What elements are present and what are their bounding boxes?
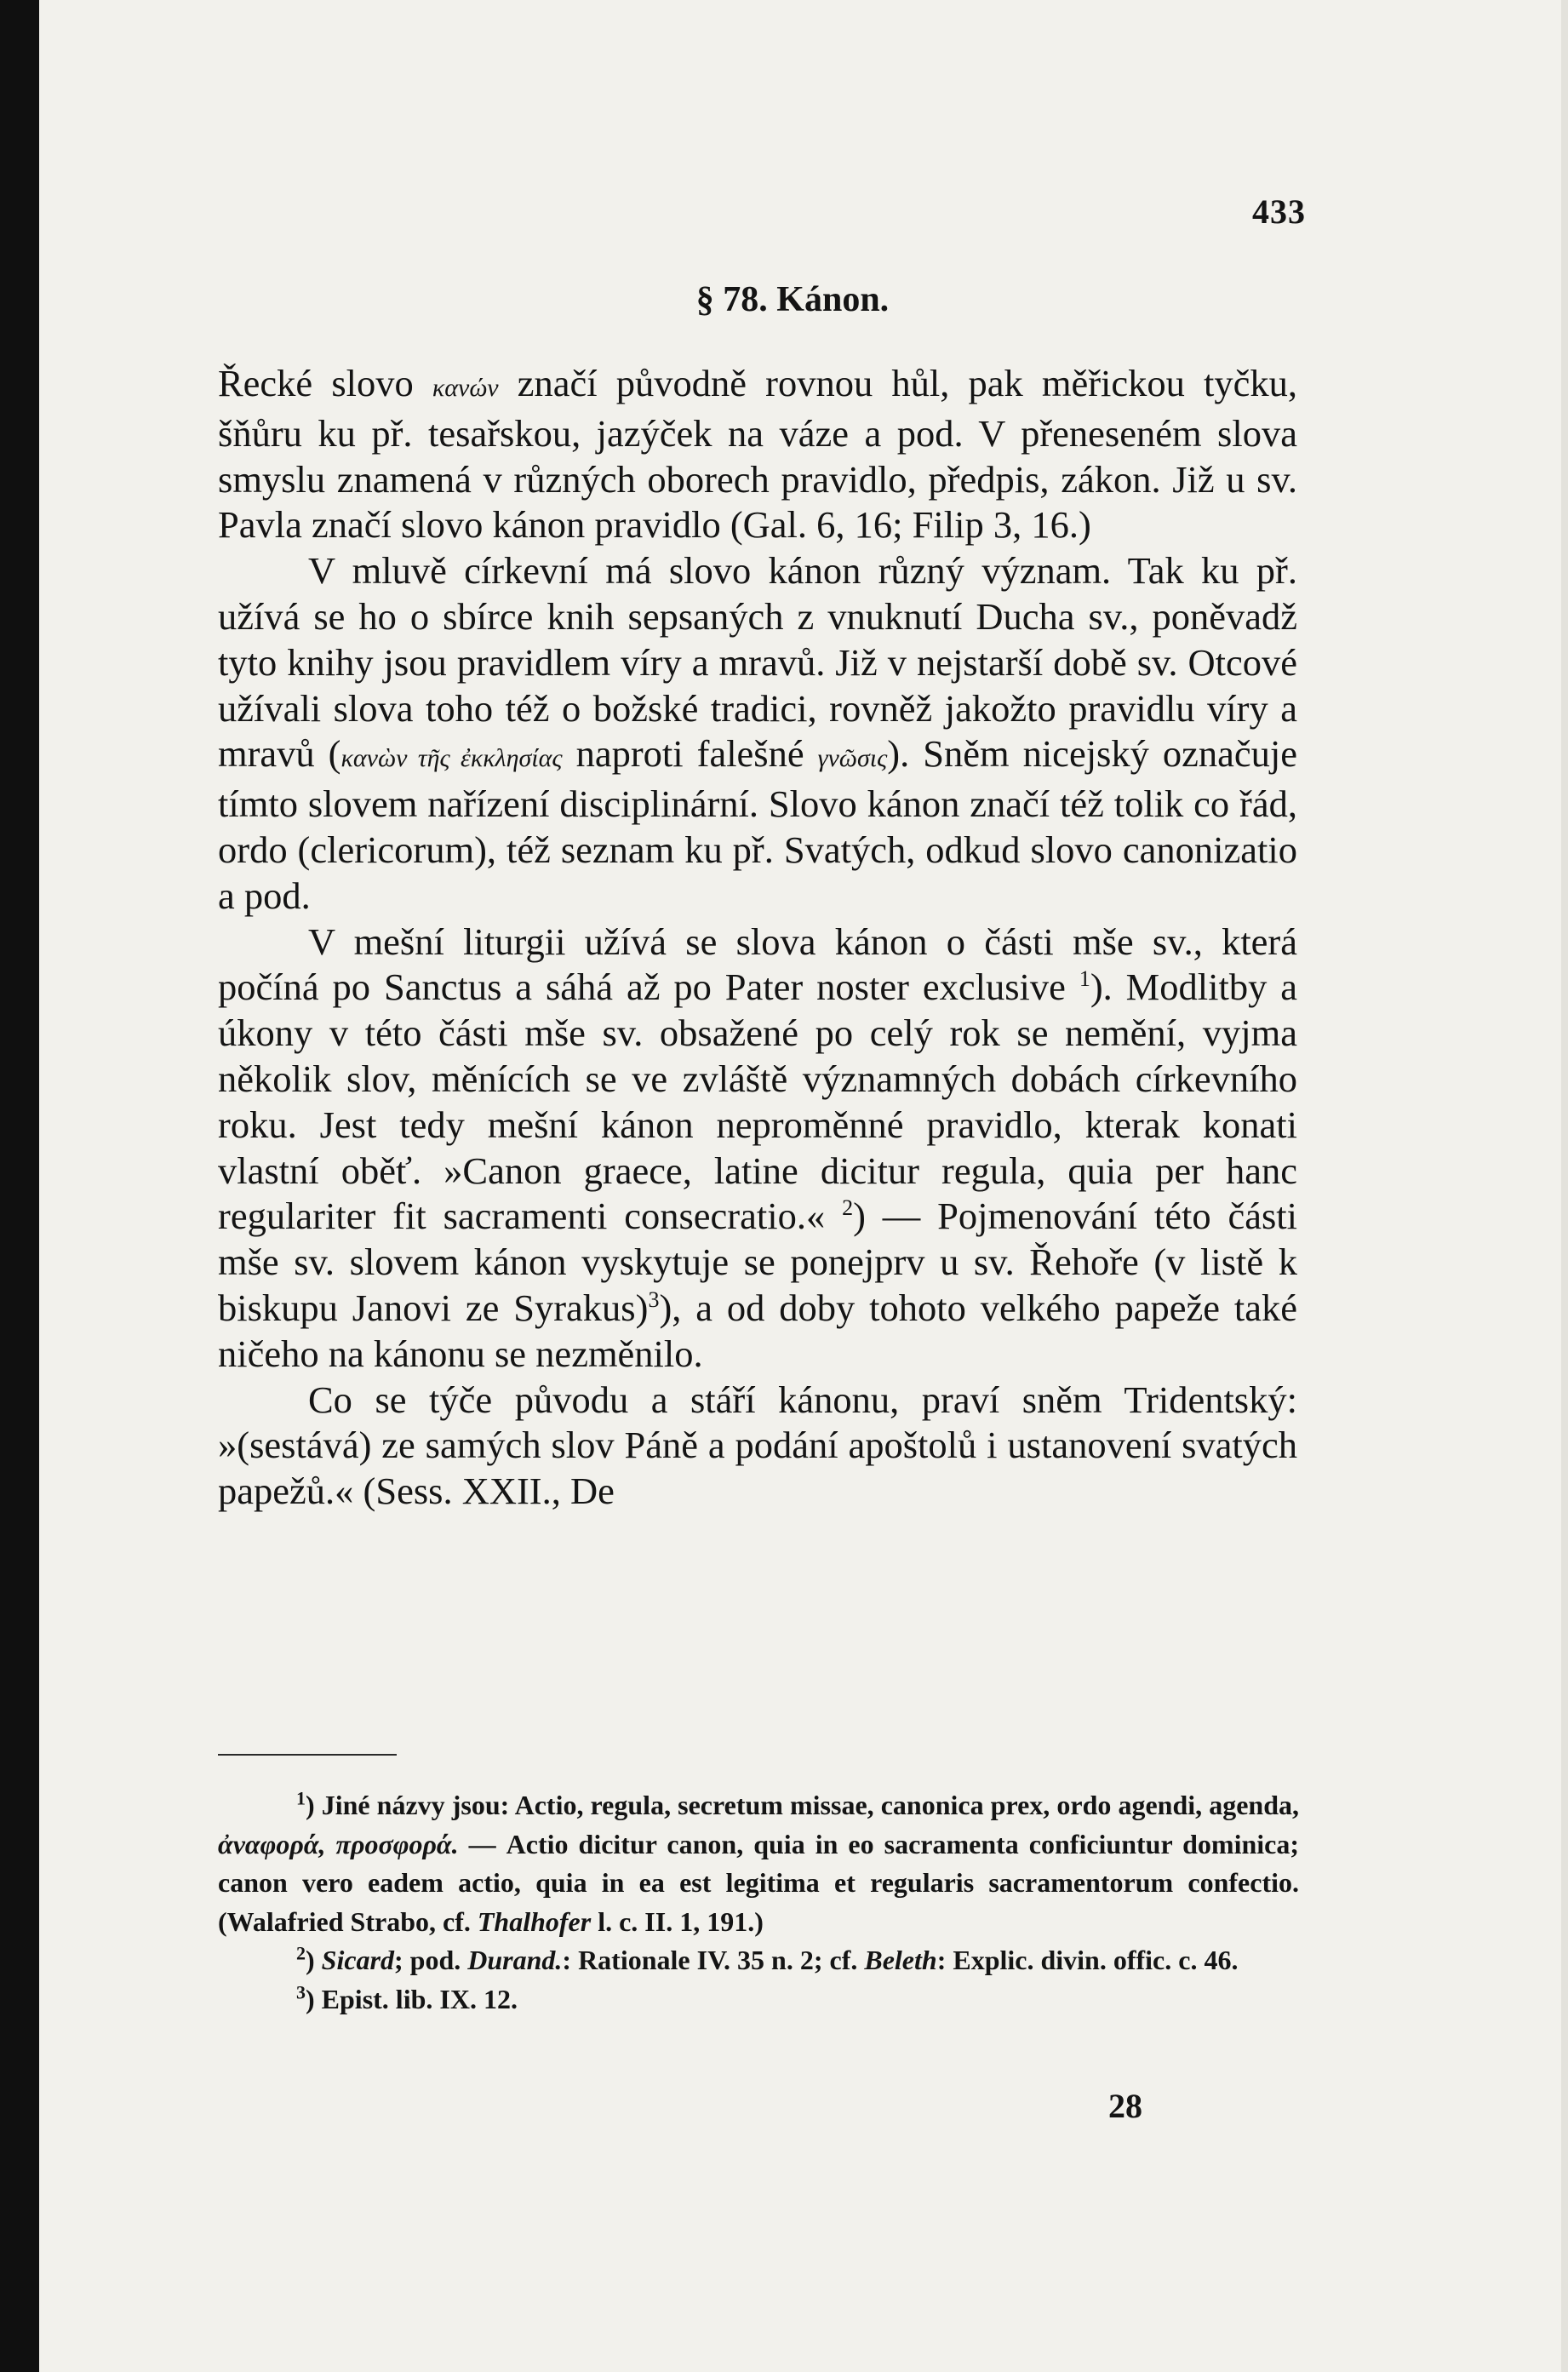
paragraph-2-text-b: naproti falešné <box>562 732 818 776</box>
footnote-1-greek: ἀναφορά, προσφορά. <box>218 1828 459 1859</box>
footnote-2-author-beleth: Beleth <box>864 1945 937 1975</box>
footnote-separator <box>218 1754 397 1756</box>
footnote-2-text-b: ; pod. <box>394 1945 468 1975</box>
paragraph-3-text-b: ). Modlitby a úkony v této části mše sv. obsažené po celý rok se nemění, vyjma několik slov, měnících se ve zvláště významných dobách církevního roku. Jest tedy mešní kánon neproměnné pravidlo, kterak konati vlastní oběť. »Canon graece, latine dicitur regula, quia per hanc regulariter fit sacramenti consecratio.« <box>218 965 1298 1238</box>
footnote-1-text-b: — Actio dicitur canon, quia in eo sacramenta conficiuntur dominica; canon vero eadem actio, quia in ea est legitima et regularis sacramentorum confectio. (Walafried Strabo, cf. <box>218 1828 1300 1937</box>
footnotes <box>218 1786 1299 2019</box>
paragraph-2-text-a: V mluvě církevní má slovo kánon různý význam. Tak ku př. užívá se ho o sbírce knih sepsaných z vnuknutí Ducha sv., poněvadž tyto knihy jsou pravidlem víry a mravů. Již v nejstarší době sv. Otcové užívali slova toho též o božské tradici, rovněž jakožto pravidlu víry a mravů ( <box>218 549 1297 776</box>
footnote-2-text-a: ) <box>306 1945 322 1975</box>
footnote-2-text-d: : Explic. divin. offic. c. 46. <box>936 1945 1239 1975</box>
footnote-1-marker: 1 <box>296 1787 306 1809</box>
footnote-1-text-a: ) Jiné názvy jsou: Actio, regula, secretum missae, canonica prex, ordo agendi, agenda, <box>306 1790 1299 1820</box>
paragraph-3-text-a: V mešní liturgii užívá se slova kánon o části mše sv., která počíná po Sanctus a sáhá až po Pater noster exclusive <box>218 920 1297 1009</box>
paragraph-4-text-a: Co se týče původu a stáří kánonu, praví sněm Tridentský: »(sestává) ze samých slov Páně a podání apoštolů i ustanovení svatých papežů.« (Sess. XXII., De <box>218 1378 1297 1513</box>
scan-border-left <box>0 0 39 2372</box>
paragraph-4 <box>218 1378 1297 1515</box>
footnote-1 <box>218 1786 1299 1941</box>
body-text <box>218 361 1297 1515</box>
footnote-1-author: Thalhofer <box>477 1905 592 1937</box>
footnote-2-text-c: : Rationale IV. 35 n. 2; cf. <box>562 1945 865 1975</box>
footnote-2-author-durand: Durand. <box>467 1945 563 1975</box>
footnote-ref-1: 1 <box>1079 966 1090 992</box>
paragraph-1-text-a: Řecké slovo <box>218 362 432 404</box>
footnote-3-text-a: ) Epist. lib. IX. 12. <box>306 1983 518 2014</box>
footnote-2-author-sicard: Sicard <box>321 1945 394 1975</box>
scan-border-right <box>1561 0 1568 2372</box>
paragraph-3-text-c: ) — Pojmenování této části mše sv. slovem kánon vyskytuje se ponejprv u sv. Řehoře (v listě k biskupu Janovi ze Syrakus) <box>218 1195 1298 1329</box>
paragraph-3-text-d: ), a od doby tohoto velkého papeže také ničeho na kánonu se nezměnilo. <box>218 1286 1297 1375</box>
footnote-2-marker: 2 <box>296 1942 306 1964</box>
greek-word-gnosis: γνῶσις <box>817 744 888 773</box>
paragraph-1-text-b: značí původně rovnou hůl, pak měřickou tyčku, šňůru ku př. tesařskou, jazýček na váze a pod. V přeneseném slova smyslu znamená v různých oborech pravidlo, předpis, zákon. Již u sv. Pavla značí slovo kánon pravidlo (Gal. 6, 16; Filip 3, 16.) <box>218 362 1297 547</box>
paragraph-2-text-c: ). Sněm nicejský označuje tímto slovem nařízení disciplinární. Slovo kánon značí též tolik co řád, ordo (clericorum), též seznam ku př. Svatých, odkud slovo canonizatio a pod. <box>218 732 1297 917</box>
greek-phrase-kanon-tes-ekklesias: κανὼν τῆς ἐκκλησίας <box>340 744 563 773</box>
footnote-1-text-c: l. c. II. 1, 191.) <box>591 1905 764 1937</box>
footnote-3 <box>218 1980 1299 2020</box>
footnote-3-marker: 3 <box>296 1980 306 2002</box>
paragraph-2 <box>218 548 1297 919</box>
paragraph-3 <box>218 920 1297 1378</box>
footnote-ref-2: 2 <box>842 1195 854 1221</box>
paragraph-1 <box>218 361 1297 548</box>
section-title: § 78. Kánon. <box>695 280 890 319</box>
page-number: 433 <box>1252 192 1306 231</box>
greek-word-kanon: κανών <box>432 374 499 402</box>
footnote-2 <box>218 1941 1299 1980</box>
footnote-ref-3: 3 <box>648 1287 660 1313</box>
signature-mark: 28 <box>1108 2087 1142 2125</box>
